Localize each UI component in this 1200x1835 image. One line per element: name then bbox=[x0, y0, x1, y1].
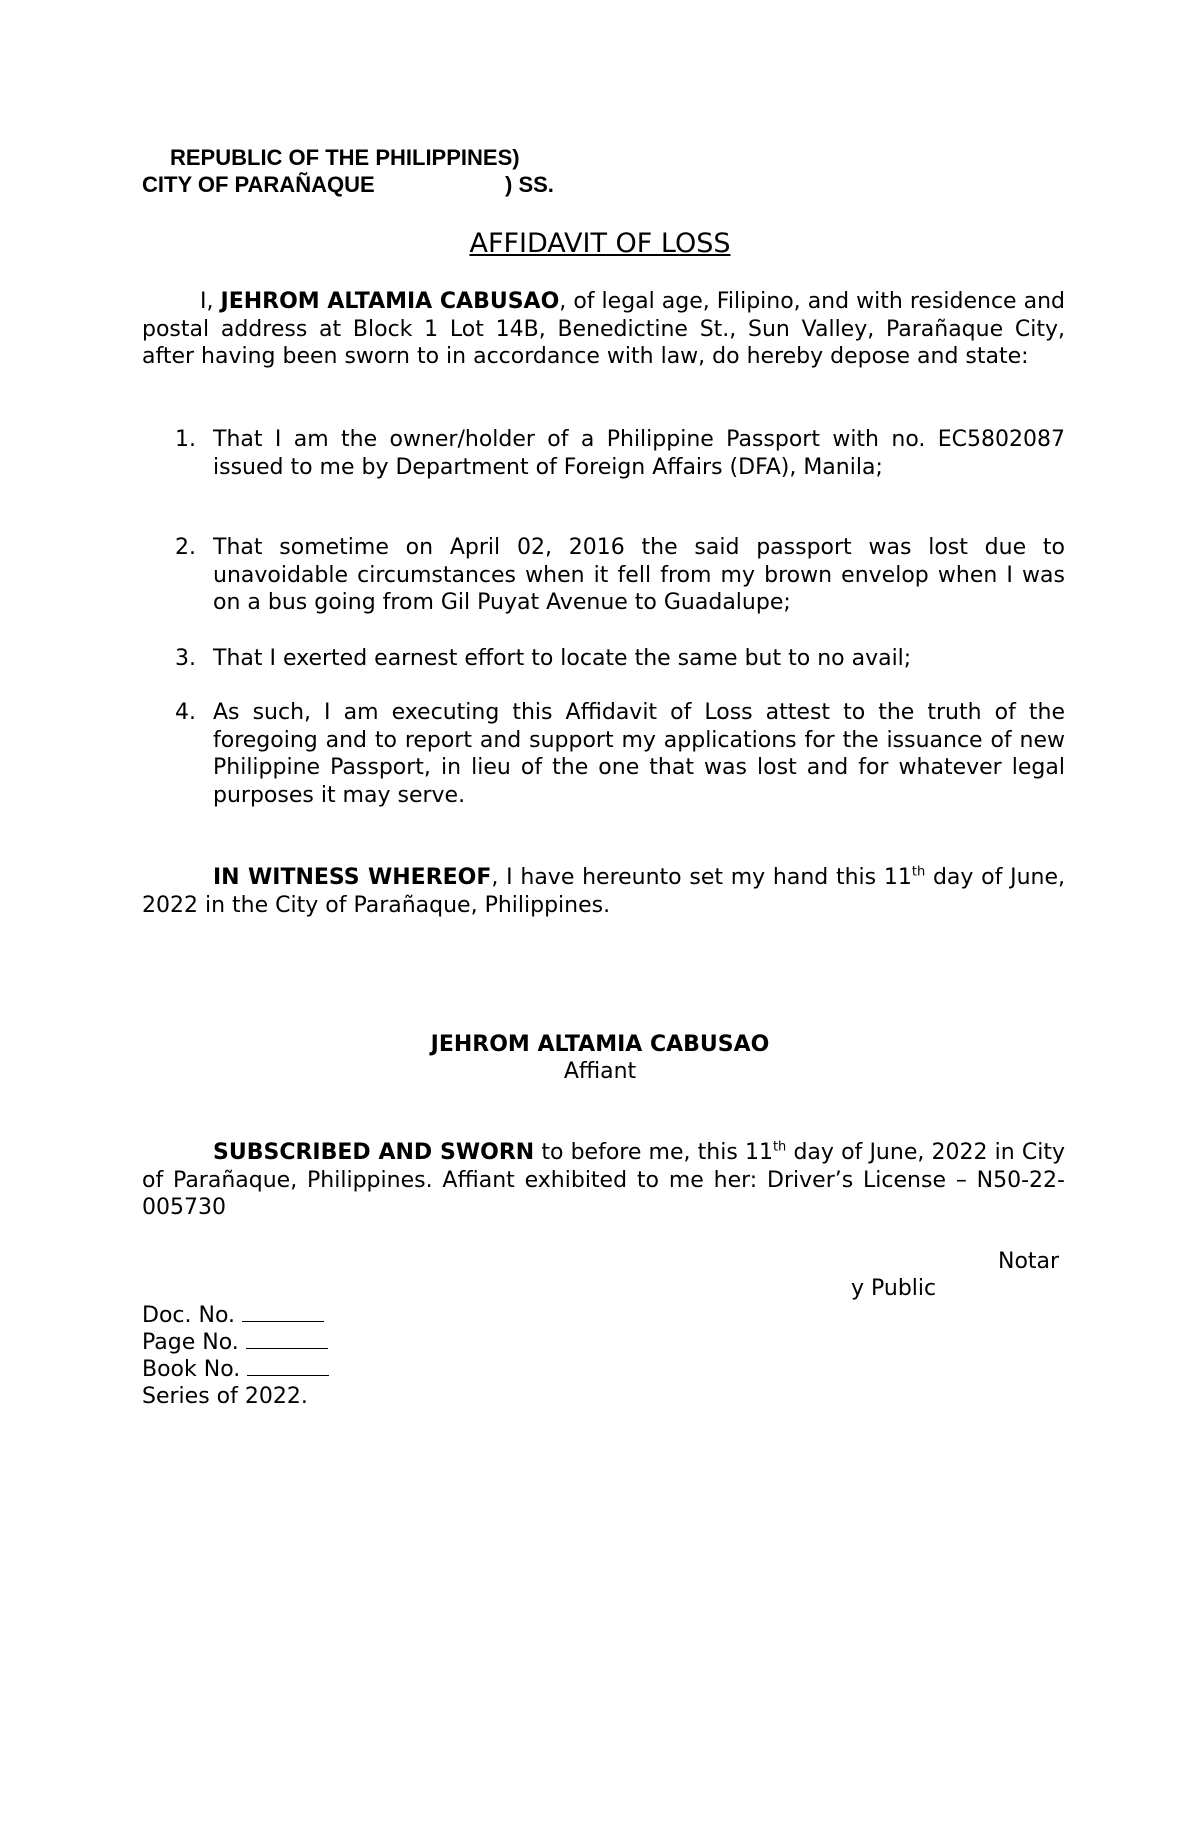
list-item-number: 3. bbox=[175, 646, 196, 671]
notary-public-line2: y Public bbox=[851, 1276, 937, 1301]
series: Series of 2022. bbox=[142, 1384, 308, 1409]
list-item-number: 2. bbox=[175, 535, 196, 560]
list-item-text: That sometime on April 02, 2016 the said passport was lost due to unavoidable circumstances when it fell from my brown envelop when I was on a bus going from Gil Puyat Avenue to Guadalupe; bbox=[213, 535, 1065, 615]
witness-paragraph: IN WITNESS WHEREOF, I have hereunto set my hand this 11th day of June, 2022 in the City of Parañaque, Philippines. bbox=[142, 864, 1066, 918]
list-item-text: That I exerted earnest effort to locate the same but to no avail; bbox=[213, 646, 912, 671]
list-item-number: 4. bbox=[175, 700, 196, 725]
book-no-blank bbox=[247, 1357, 329, 1376]
intro-paragraph: I, JEHROM ALTAMIA CABUSAO, of legal age, Filipino, and with residence and postal address at Block 1 Lot 14B, Benedictine St., Sun Valley, Parañaque City, after having been sworn to in accordance with law, do hereby depose and state: bbox=[142, 289, 1065, 369]
page-no-blank bbox=[246, 1330, 328, 1349]
list-item-text: That I am the owner/holder of a Philippine Passport with no. EC5802087 issued to me by Department of Foreign Affairs (DFA), Manila; bbox=[213, 427, 1065, 480]
page-no: Page No. bbox=[142, 1329, 328, 1356]
notary-public-line1: Notar bbox=[998, 1249, 1060, 1274]
venue-republic: REPUBLIC OF THE PHILIPPINES) bbox=[170, 145, 520, 170]
venue-city: CITY OF PARAÑAQUE bbox=[142, 172, 375, 197]
jurat-paragraph: SUBSCRIBED AND SWORN to before me, this 11th day of June, 2022 in City of Parañaque, Philippines. Affiant exhibited to me her: Driver’s License – N50-22-005730 bbox=[142, 1139, 1065, 1220]
affiant-label: Affiant bbox=[563, 1059, 637, 1084]
doc-no: Doc. No. bbox=[142, 1302, 324, 1329]
list-item-text: As such, I am executing this Affidavit of Loss attest to the truth of the foregoing and to report and support my applications for the issuance of new Philippine Passport, in lieu of the one that was lost and for whatever legal purposes it may serve. bbox=[213, 700, 1065, 808]
venue-ss: ) SS. bbox=[505, 172, 554, 197]
document-title: AFFIDAVIT OF LOSS bbox=[469, 228, 731, 259]
book-no: Book No. bbox=[142, 1356, 329, 1383]
list-item-number: 1. bbox=[175, 427, 196, 452]
affiant-name: JEHROM ALTAMIA CABUSAO bbox=[430, 1032, 770, 1057]
affiant-name-inline: JEHROM ALTAMIA CABUSAO bbox=[220, 289, 560, 314]
doc-no-blank bbox=[242, 1303, 324, 1322]
